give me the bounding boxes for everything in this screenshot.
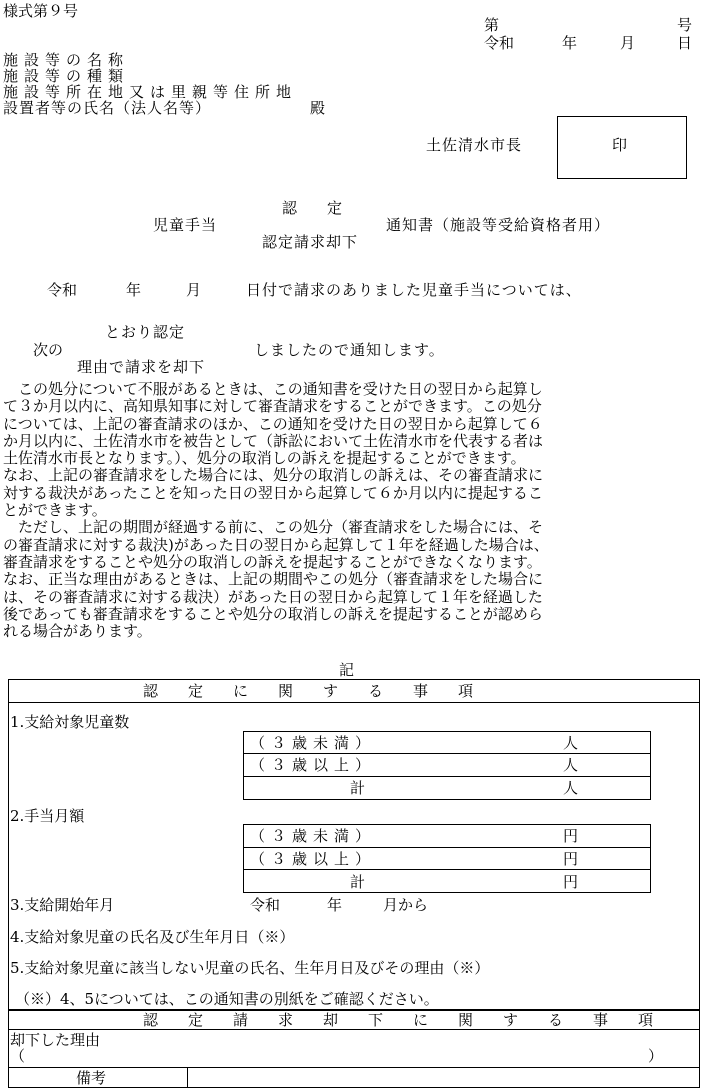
reason-open-paren: （ [10,1047,26,1065]
section2-header-divider [8,1029,700,1030]
appeal-notice [3,381,699,640]
notice-line: については、上記の審査請求のほか、この通知を受けた日の翌日から起算して６ [3,414,543,433]
notice-line: この処分について不服があるときは、この通知書を受けた日の翌日から起算し [3,380,543,398]
count-under3-label: （３歳未満） [250,734,377,752]
count-under3-unit: 人 [563,734,579,752]
facility-name-label: 施設等の名称 [3,51,130,69]
notice-line: とができます。 [3,501,107,520]
date-year: 年 [562,34,578,52]
remarks-label: 備考 [76,1069,107,1087]
decision-option-nintei: とおり認定 [105,323,186,341]
intro-era: 令和 [47,281,78,299]
decision-rest: しましたので通知します。 [254,341,445,359]
item3-month: 月から [383,896,429,914]
date-day: 日 [677,34,693,52]
intro-month: 月 [186,281,202,299]
item4-label: 4.支給対象児童の氏名及び生年月日（※） [10,928,295,946]
doc-number-prefix: 第 [484,16,500,34]
amount-over3-label: （３歳以上） [250,850,377,868]
decision-option-kyakka: 理由で請求を却下 [77,358,206,376]
amount-total-label: 計 [350,873,366,891]
founder-name-label: 設置者等の氏名（法人名等） [3,99,212,117]
date-month: 月 [620,34,636,52]
notice-line: れる場合があります。 [3,622,152,641]
notice-line: なお、上記の審査請求をした場合には、処分の取消しの訴えは、その審査請求に [3,466,544,485]
amount-under3-unit: 円 [563,827,579,845]
item2-label: 2.手当月額 [10,807,85,825]
notice-line: か月以内に、土佐清水市を被告として（訴訟において土佐清水市を代表する者は [3,431,544,450]
item3-year: 年 [327,896,343,914]
count-over3-unit: 人 [563,756,579,774]
divider [243,847,651,848]
issuer: 土佐清水市長 [426,136,523,154]
ki-label: 記 [339,661,355,679]
remarks-column-divider [187,1067,188,1088]
notice-line: は、その審査請求に対する裁決）があった日の翌日から起算して１年を経過した [3,587,543,606]
section1-header: 認 定 に 関 す る 事 項 [143,682,474,700]
facility-type-label: 施設等の種類 [3,67,130,85]
remarks-divider [8,1067,700,1068]
date-era: 令和 [484,34,515,52]
notice-line: 審査請求をすることや処分の取消しの訴えを提起することができなくなります。 [3,552,542,571]
title-left: 児童手当 [153,216,218,234]
item1-label: 1.支給対象児童数 [10,713,130,731]
reason-close-paren: ） [648,1047,664,1065]
seal-label: 印 [612,136,628,154]
count-total-unit: 人 [563,779,579,797]
section1-header-divider [8,702,700,703]
divider [243,753,651,754]
notice-line: 土佐清水市長となります。）、処分の取消しの訴えを提起することができます。 [3,449,526,468]
honorific: 殿 [310,99,326,117]
amount-total-unit: 円 [563,873,579,891]
title-option-kyakka: 認定請求却下 [262,233,359,251]
amount-under3-label: （３歳未満） [250,827,377,845]
intro-rest: 日付で請求のありました児童手当については、 [246,281,582,299]
amount-over3-unit: 円 [563,850,579,868]
notice-line: なお、正当な理由があるときは、上記の期間やこの処分（審査請求をした場合に [3,570,544,589]
intro-year: 年 [126,281,142,299]
doc-number-suffix: 号 [677,16,693,34]
form-number: 様式第９号 [3,2,79,20]
count-over3-label: （３歳以上） [250,756,377,774]
notice-line: の審査請求に対する裁決)があった日の翌日から起算して１年を経過した場合は、 [3,535,549,554]
count-total-label: 計 [350,779,366,797]
title-right: 通知書（施設等受給資格者用） [386,216,611,234]
decision-lead: 次の [33,341,64,359]
rejection-reason-label: 却下した理由 [10,1031,101,1049]
notice-line: ただし、上記の期間が経過する前に、この処分（審査請求をした場合には、そ [3,518,544,537]
item3-label: 3.支給開始年月 [10,896,115,914]
facility-address-label: 施設等所在地又は里親等住所地 [3,83,298,101]
divider [243,776,651,777]
item5-label: 5.支給対象児童に該当しない児童の氏名、生年月日及びその理由（※） [10,959,490,977]
notice-line: 対する裁決があったことを知った日の翌日から起算して６か月以内に提起するこ [3,483,543,502]
item3-era: 令和 [250,896,281,914]
section2-header: 認 定 請 求 却 下 に 関 す る 事 項 [143,1011,654,1029]
section1-note: （※）4、5については、この通知書の別紙をご確認ください。 [15,990,439,1008]
divider [243,869,651,870]
title-option-nintei: 認 定 [282,199,343,217]
notice-line: て３か月以内に、高知県知事に対して審査請求をすることができます。この処分 [3,397,542,416]
notice-line: 後であっても審査請求をすることや処分の取消しの訴えを提起することが認めら [3,604,543,623]
